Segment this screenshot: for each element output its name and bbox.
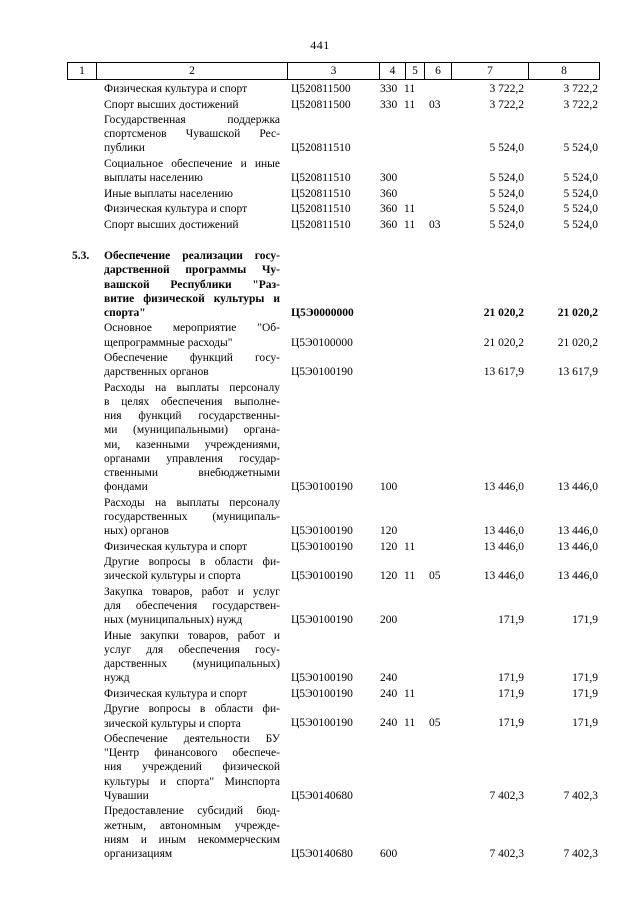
- target-code: Ц5Э0100190: [291, 687, 353, 700]
- expense-type: 200: [380, 614, 398, 627]
- amount-col-7: 13 446,0: [483, 570, 524, 583]
- item-name: [104, 381, 280, 495]
- target-code: Ц5Э0100190: [291, 614, 353, 627]
- item-name-line: ных) органов: [104, 525, 169, 538]
- item-name-line: организациям: [104, 847, 173, 860]
- header-col-5: 5: [405, 63, 424, 79]
- item-name-line: публики: [104, 142, 145, 155]
- target-code: Ц5Э0100190: [291, 570, 353, 583]
- item-name-line: ния учреждений физической: [104, 761, 280, 774]
- amount-col-8: 171,9: [572, 672, 598, 685]
- target-code: Ц5Э0100190: [291, 525, 353, 538]
- target-code: Ц520811510: [291, 172, 351, 185]
- item-name: [104, 496, 280, 539]
- target-code: Ц5Э0100190: [291, 672, 353, 685]
- item-name-line: ми, казенными учреждениями,: [104, 438, 280, 451]
- item-name-line: Другие вопросы в области фи-: [104, 703, 280, 716]
- target-code: Ц520811500: [291, 83, 351, 95]
- item-name-line: Расходы на выплаты персоналу: [104, 381, 280, 394]
- item-name-line: выплаты населению: [104, 172, 203, 185]
- item-name-line: Физическая культура и спорт: [104, 687, 248, 700]
- amount-col-8: 13 446,0: [557, 540, 598, 553]
- item-name-line: услуг для обеспечения госу-: [104, 643, 280, 656]
- section-code: 11: [404, 687, 416, 700]
- item-name: [104, 157, 280, 185]
- amount-col-7: 5 524,0: [489, 203, 524, 216]
- amount-col-7: 21 020,2: [483, 336, 524, 349]
- amount-col-8: 3 722,2: [563, 98, 598, 111]
- item-name-line: Государственная поддержка: [104, 114, 280, 126]
- item-name: [104, 687, 280, 701]
- item-name-line: для обеспечения государствен-: [104, 600, 280, 612]
- expense-type: 100: [380, 481, 398, 494]
- amount-col-7: 171,9: [498, 717, 524, 730]
- item-name-line: Основное мероприятие "Об-: [104, 322, 280, 335]
- expense-type: 240: [380, 687, 398, 700]
- item-name-line: Спорт высших достижений: [104, 218, 239, 231]
- section-number: 5.3.: [72, 250, 90, 263]
- header-col-1: 1: [79, 65, 85, 77]
- item-name-line: Иные закупки товаров, работ и: [104, 629, 280, 642]
- target-code: Ц5Э0000000: [291, 306, 354, 319]
- amount-col-7: 21 020,2: [483, 306, 524, 319]
- item-name-line: органами управления государ-: [104, 452, 280, 465]
- amount-col-8: 5 524,0: [563, 218, 598, 231]
- item-name: [104, 351, 280, 379]
- item-name-line: государственных (муниципаль-: [104, 510, 280, 523]
- subsection-code: 05: [429, 717, 441, 730]
- amount-col-8: 13 617,9: [557, 366, 598, 379]
- amount-col-7: 13 446,0: [483, 540, 524, 553]
- item-name-line: дарственных (муниципальных): [104, 658, 280, 671]
- section-code: 11: [404, 717, 416, 730]
- item-name-line: Обеспечение деятельности БУ: [104, 733, 280, 745]
- item-name: [104, 804, 280, 861]
- item-name-line: спорта": [104, 306, 146, 319]
- target-code: Ц520811510: [291, 218, 351, 231]
- item-name-line: Другие вопросы в области фи-: [104, 556, 280, 569]
- expense-type: 360: [380, 203, 398, 216]
- item-name-line: Физическая культура и спорт: [104, 83, 248, 95]
- item-name-line: культуры и спорта" Минспорта: [104, 775, 280, 788]
- item-name-line: Социальное обеспечение и иные: [104, 157, 280, 170]
- amount-col-7: 13 446,0: [483, 525, 524, 538]
- amount-col-7: 5 524,0: [489, 172, 524, 185]
- item-name-line: Иные выплаты населению: [104, 187, 233, 200]
- item-name-line: нужд: [104, 672, 130, 685]
- amount-col-8: 5 524,0: [563, 203, 598, 216]
- expense-type: 600: [380, 847, 398, 860]
- amount-col-8: 21 020,2: [557, 306, 598, 319]
- item-name: [104, 218, 280, 232]
- expense-type: 240: [380, 672, 398, 685]
- target-code: Ц5Э0140680: [291, 847, 353, 860]
- amount-col-8: 21 020,2: [557, 336, 598, 349]
- expense-type: 330: [380, 83, 398, 95]
- amount-col-7: 171,9: [498, 687, 524, 700]
- item-name: [104, 540, 280, 554]
- section-code: 11: [404, 570, 416, 583]
- amount-col-8: 13 446,0: [557, 525, 598, 538]
- amount-col-7: 5 524,0: [489, 218, 524, 231]
- item-name-line: вашской Республики "Раз-: [104, 278, 280, 291]
- section-code: 11: [404, 203, 416, 216]
- item-name-line: ных (муниципальных) нужд: [104, 614, 243, 627]
- item-name: [104, 555, 280, 583]
- header-col-4: 4: [379, 63, 405, 79]
- amount-col-7: 13 446,0: [483, 481, 524, 494]
- item-name-line: дарственных органов: [104, 366, 209, 379]
- amount-col-8: 5 524,0: [563, 187, 598, 200]
- header-col-7: 7: [451, 63, 528, 79]
- amount-col-8: 171,9: [572, 614, 598, 627]
- item-name: [104, 202, 280, 216]
- item-name: [104, 98, 280, 112]
- header-col-2: 2: [96, 63, 287, 79]
- item-name-line: жетным, автономным учрежде-: [104, 819, 280, 832]
- item-name: [104, 249, 280, 320]
- target-code: Ц520811510: [291, 203, 351, 216]
- item-name-line: ми (муниципальными) органа-: [104, 424, 280, 437]
- expense-type: 360: [380, 218, 398, 231]
- item-name-line: Расходы на выплаты персоналу: [104, 496, 280, 509]
- item-name: [104, 82, 280, 96]
- expense-type: 120: [380, 570, 398, 583]
- section-code: 11: [404, 218, 416, 231]
- item-name-line: спортсменов Чувашской Рес-: [104, 128, 280, 141]
- expense-type: 300: [380, 172, 398, 185]
- amount-col-7: 5 524,0: [489, 187, 524, 200]
- target-code: Ц5Э0100190: [291, 481, 353, 494]
- item-name-line: витие физической культуры и: [104, 292, 280, 305]
- amount-col-7: 7 402,3: [489, 847, 524, 860]
- item-name: [104, 585, 280, 628]
- item-name-line: дарственной программы Чу-: [104, 264, 280, 277]
- target-code: Ц5Э0100000: [291, 336, 353, 349]
- expense-type: 240: [380, 717, 398, 730]
- item-name-line: "Центр финансового обеспече-: [104, 747, 280, 760]
- amount-col-7: 5 524,0: [489, 142, 524, 155]
- amount-col-8: 7 402,3: [563, 789, 598, 802]
- expense-type: 120: [380, 525, 398, 538]
- expense-type: 360: [380, 187, 398, 200]
- item-name-line: фондами: [104, 481, 148, 494]
- header-col-3: 3: [287, 63, 379, 79]
- item-name-line: Чувашии: [104, 789, 149, 802]
- subsection-code: 05: [429, 570, 441, 583]
- section-code: 11: [404, 83, 416, 95]
- item-name-line: Физическая культура и спорт: [104, 203, 248, 216]
- item-name: [104, 321, 280, 349]
- amount-col-7: 171,9: [498, 672, 524, 685]
- amount-col-8: 5 524,0: [563, 142, 598, 155]
- item-name: [104, 732, 280, 803]
- item-name-line: Обеспечение функций госу-: [104, 352, 280, 365]
- target-code: Ц520811510: [291, 187, 351, 200]
- amount-col-8: 5 524,0: [563, 172, 598, 185]
- item-name: [104, 629, 280, 686]
- section-code: 11: [404, 540, 416, 553]
- amount-col-8: 3 722,2: [563, 83, 598, 95]
- amount-col-8: 171,9: [572, 717, 598, 730]
- item-name-line: щепрограммные расходы": [104, 336, 233, 349]
- item-name-line: Обеспечение реализации госу-: [104, 250, 280, 263]
- item-name-line: Физическая культура и спорт: [104, 540, 248, 553]
- amount-col-7: 7 402,3: [489, 789, 524, 802]
- amount-col-7: 3 722,2: [489, 83, 524, 95]
- header-col-6: 6: [424, 63, 451, 79]
- item-name-line: зической культуры и спорта: [104, 570, 241, 583]
- item-name-line: ниям и иным некоммерческим: [104, 833, 280, 846]
- item-name-line: Спорт высших достижений: [104, 98, 239, 111]
- section-code: 11: [404, 98, 416, 111]
- item-name-line: Закупка товаров, работ и услуг: [104, 585, 280, 598]
- header-col-8: 8: [528, 63, 599, 79]
- target-code: Ц5Э0140680: [291, 789, 353, 802]
- item-name-line: ственными внебюджетными: [104, 467, 280, 480]
- page-number: 441: [310, 38, 330, 52]
- target-code: Ц5Э0100190: [291, 717, 353, 730]
- amount-col-7: 13 617,9: [483, 366, 524, 379]
- target-code: Ц5Э0100190: [291, 540, 353, 553]
- amount-col-7: 171,9: [498, 614, 524, 627]
- table-header: [67, 62, 600, 80]
- amount-col-8: 171,9: [572, 687, 598, 700]
- item-name-line: Предоставление субсидий бюд-: [104, 805, 280, 818]
- amount-col-8: 7 402,3: [563, 847, 598, 860]
- item-name-line: ния функций государственны-: [104, 410, 280, 423]
- item-name: [104, 113, 280, 156]
- subsection-code: 03: [429, 98, 441, 111]
- expense-type: 330: [380, 98, 398, 111]
- target-code: Ц520811500: [291, 98, 351, 111]
- amount-col-7: 3 722,2: [489, 98, 524, 111]
- target-code: Ц520811510: [291, 142, 351, 155]
- amount-col-8: 13 446,0: [557, 481, 598, 494]
- item-name: [104, 702, 280, 730]
- subsection-code: 03: [429, 218, 441, 231]
- item-name-line: зической культуры и спорта: [104, 717, 241, 730]
- target-code: Ц5Э0100190: [291, 366, 353, 379]
- item-name-line: в целях обеспечения выполне-: [104, 396, 280, 408]
- item-name: [104, 187, 280, 201]
- amount-col-8: 13 446,0: [557, 570, 598, 583]
- expense-type: 120: [380, 540, 398, 553]
